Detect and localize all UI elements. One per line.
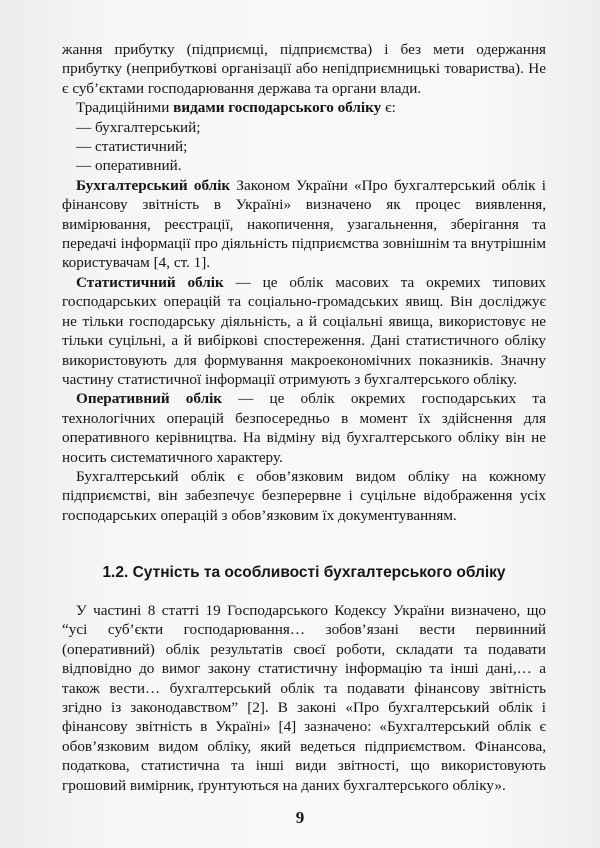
paragraph-commercial-code: У частині 8 статті 19 Господарського Кодексу України визначено, що “усі суб’єкти господарювання… зобов’язані вести первинний (оперативний) облік результатів своєї роботи, складати та подавати відповідно до вимог закону статистичну інформацію та інші дані,… а також вести… бухгалтерський облік та подавати фінансову звітність згідно із законодавством” [2]. В законі «Про бухгалтерський облік і фінансову звітність в Україні» [4] зазначено: «Бухгалтерський облік є обов’язковим видом обліку, який ведеться підприємством. Фінансова, податкова, статистична та інші види звітності, що використовують грошовий вимірник, ґрунтуються на даних бухгалтерського обліку». bbox=[62, 602, 546, 794]
text-span: — це облік масових та окремих типових господарських операцій та соціально-громадських явищ. Він досліджує не тільки господарську діяльність, а й соціальні явища, використовує не тільки суцільні, а й вибіркові спостереження. Дані статистичного обліку використовують для формування макроекономічних показників. Значну частину статистичної інформації отримують з бухгалтерського обліку. bbox=[62, 273, 547, 388]
paragraph-operational-definition bbox=[62, 389, 546, 467]
body-text-top bbox=[62, 40, 546, 525]
text-span: Традиційними bbox=[76, 99, 174, 117]
paragraph-continuation: жання прибутку (підприємці, підприємства) і без мети одержання прибутку (неприбуткові організації або непідприємницькі товариства). Не є суб’єктами господарювання держава та органи влади. bbox=[62, 41, 546, 97]
body-text-bottom bbox=[62, 601, 546, 795]
bold-term: Статистичний облік bbox=[76, 273, 224, 291]
bold-term: Бухгалтерський облік bbox=[76, 176, 231, 194]
paragraph-types-intro bbox=[62, 98, 546, 117]
page-number: 9 bbox=[295, 808, 305, 827]
section-heading: 1.2. Сутність та особливості бухгалтерського обліку bbox=[102, 564, 506, 581]
list-item: — статистичний; bbox=[76, 138, 188, 156]
text-span: — це облік окремих господарських та технологічних операцій безпосередньо в момент їх здійснення для оперативного керівництва. На відміну від бухгалтерського обліку він не носить систематичного характеру. bbox=[62, 390, 546, 466]
paragraph-statistical-definition bbox=[62, 273, 546, 389]
list-item: — оперативний. bbox=[76, 157, 182, 175]
bold-term: Оперативний облік bbox=[76, 390, 223, 408]
bold-term: видами господарського обліку bbox=[173, 99, 382, 117]
text-span: Законом України «Про бухгалтерський облік і фінансову звітність в Україні» визначено як процес виявлення, вимірювання, реєстрації, накопичення, узагальнення, зберігання та передачі інформації про діяльність підприємства зовнішнім та внутрішнім користувачам [4, ст. 1]. bbox=[62, 176, 546, 272]
list-item: — бухгалтерський; bbox=[76, 118, 201, 136]
paragraph-accounting-mandatory: Бухгалтерський облік є обов’язковим видом обліку на кожному підприємстві, він забезпечує безперервне і суцільне відображення усіх господарських операцій з обов’язковим їх документуванням. bbox=[62, 467, 546, 524]
paragraph-accounting-definition bbox=[62, 176, 546, 273]
text-span: є: bbox=[381, 99, 396, 117]
